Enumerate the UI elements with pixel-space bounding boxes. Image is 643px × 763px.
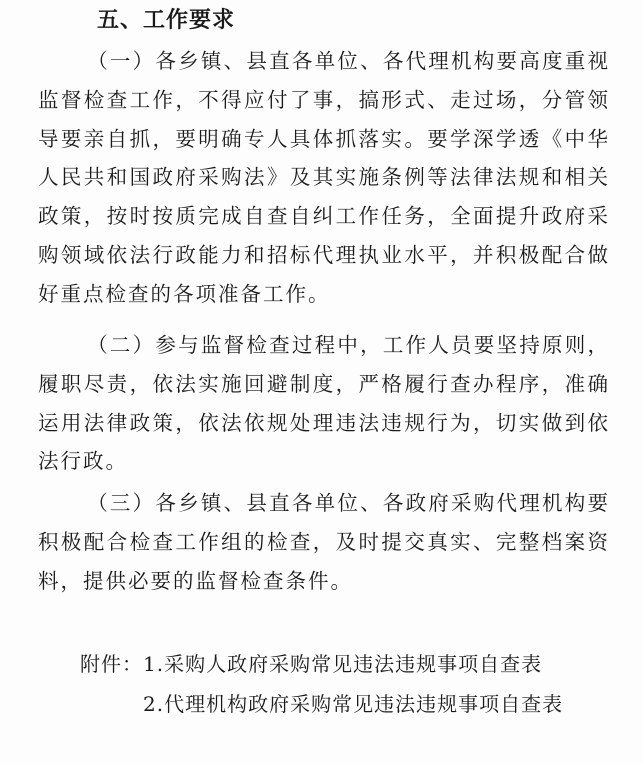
paragraph-1: （一）各乡镇、县直各单位、各代理机构要高度重视监督检查工作，不得应付了事，搞形式、走过场，分管领导要亲自抓，要明确专人具体抓落实。要学深学透《中华人民共和国政府采购法》及其实施条例等法律法规和相关政策，按时按质完成自查自纠工作任务，全面提升政府采购领域依法行政能力和招标代理执业水平，并积极配合做好重点检查的各项准备工作。 [38, 49, 610, 306]
attachment-line-2: 2.代理机构政府采购常见违法违规事项自查表 [143, 692, 564, 716]
section-heading: 五、工作要求 [97, 8, 236, 33]
paragraph-2: （二）参与监督检查过程中，工作人员要坚持原则，履职尽责，依法实施回避制度，严格履行查办程序，准确运用法律政策，依法依规处理违法违规行为，切实做到依法行政。 [38, 333, 610, 474]
attachment-line-1: 附件：1.采购人政府采购常见违法违规事项自查表 [80, 652, 543, 676]
paragraph-3: （三）各乡镇、县直各单位、各政府采购代理机构要积极配合检查工作组的检查，及时提交真实、完整档案资料，提供必要的监督检查条件。 [38, 491, 610, 593]
